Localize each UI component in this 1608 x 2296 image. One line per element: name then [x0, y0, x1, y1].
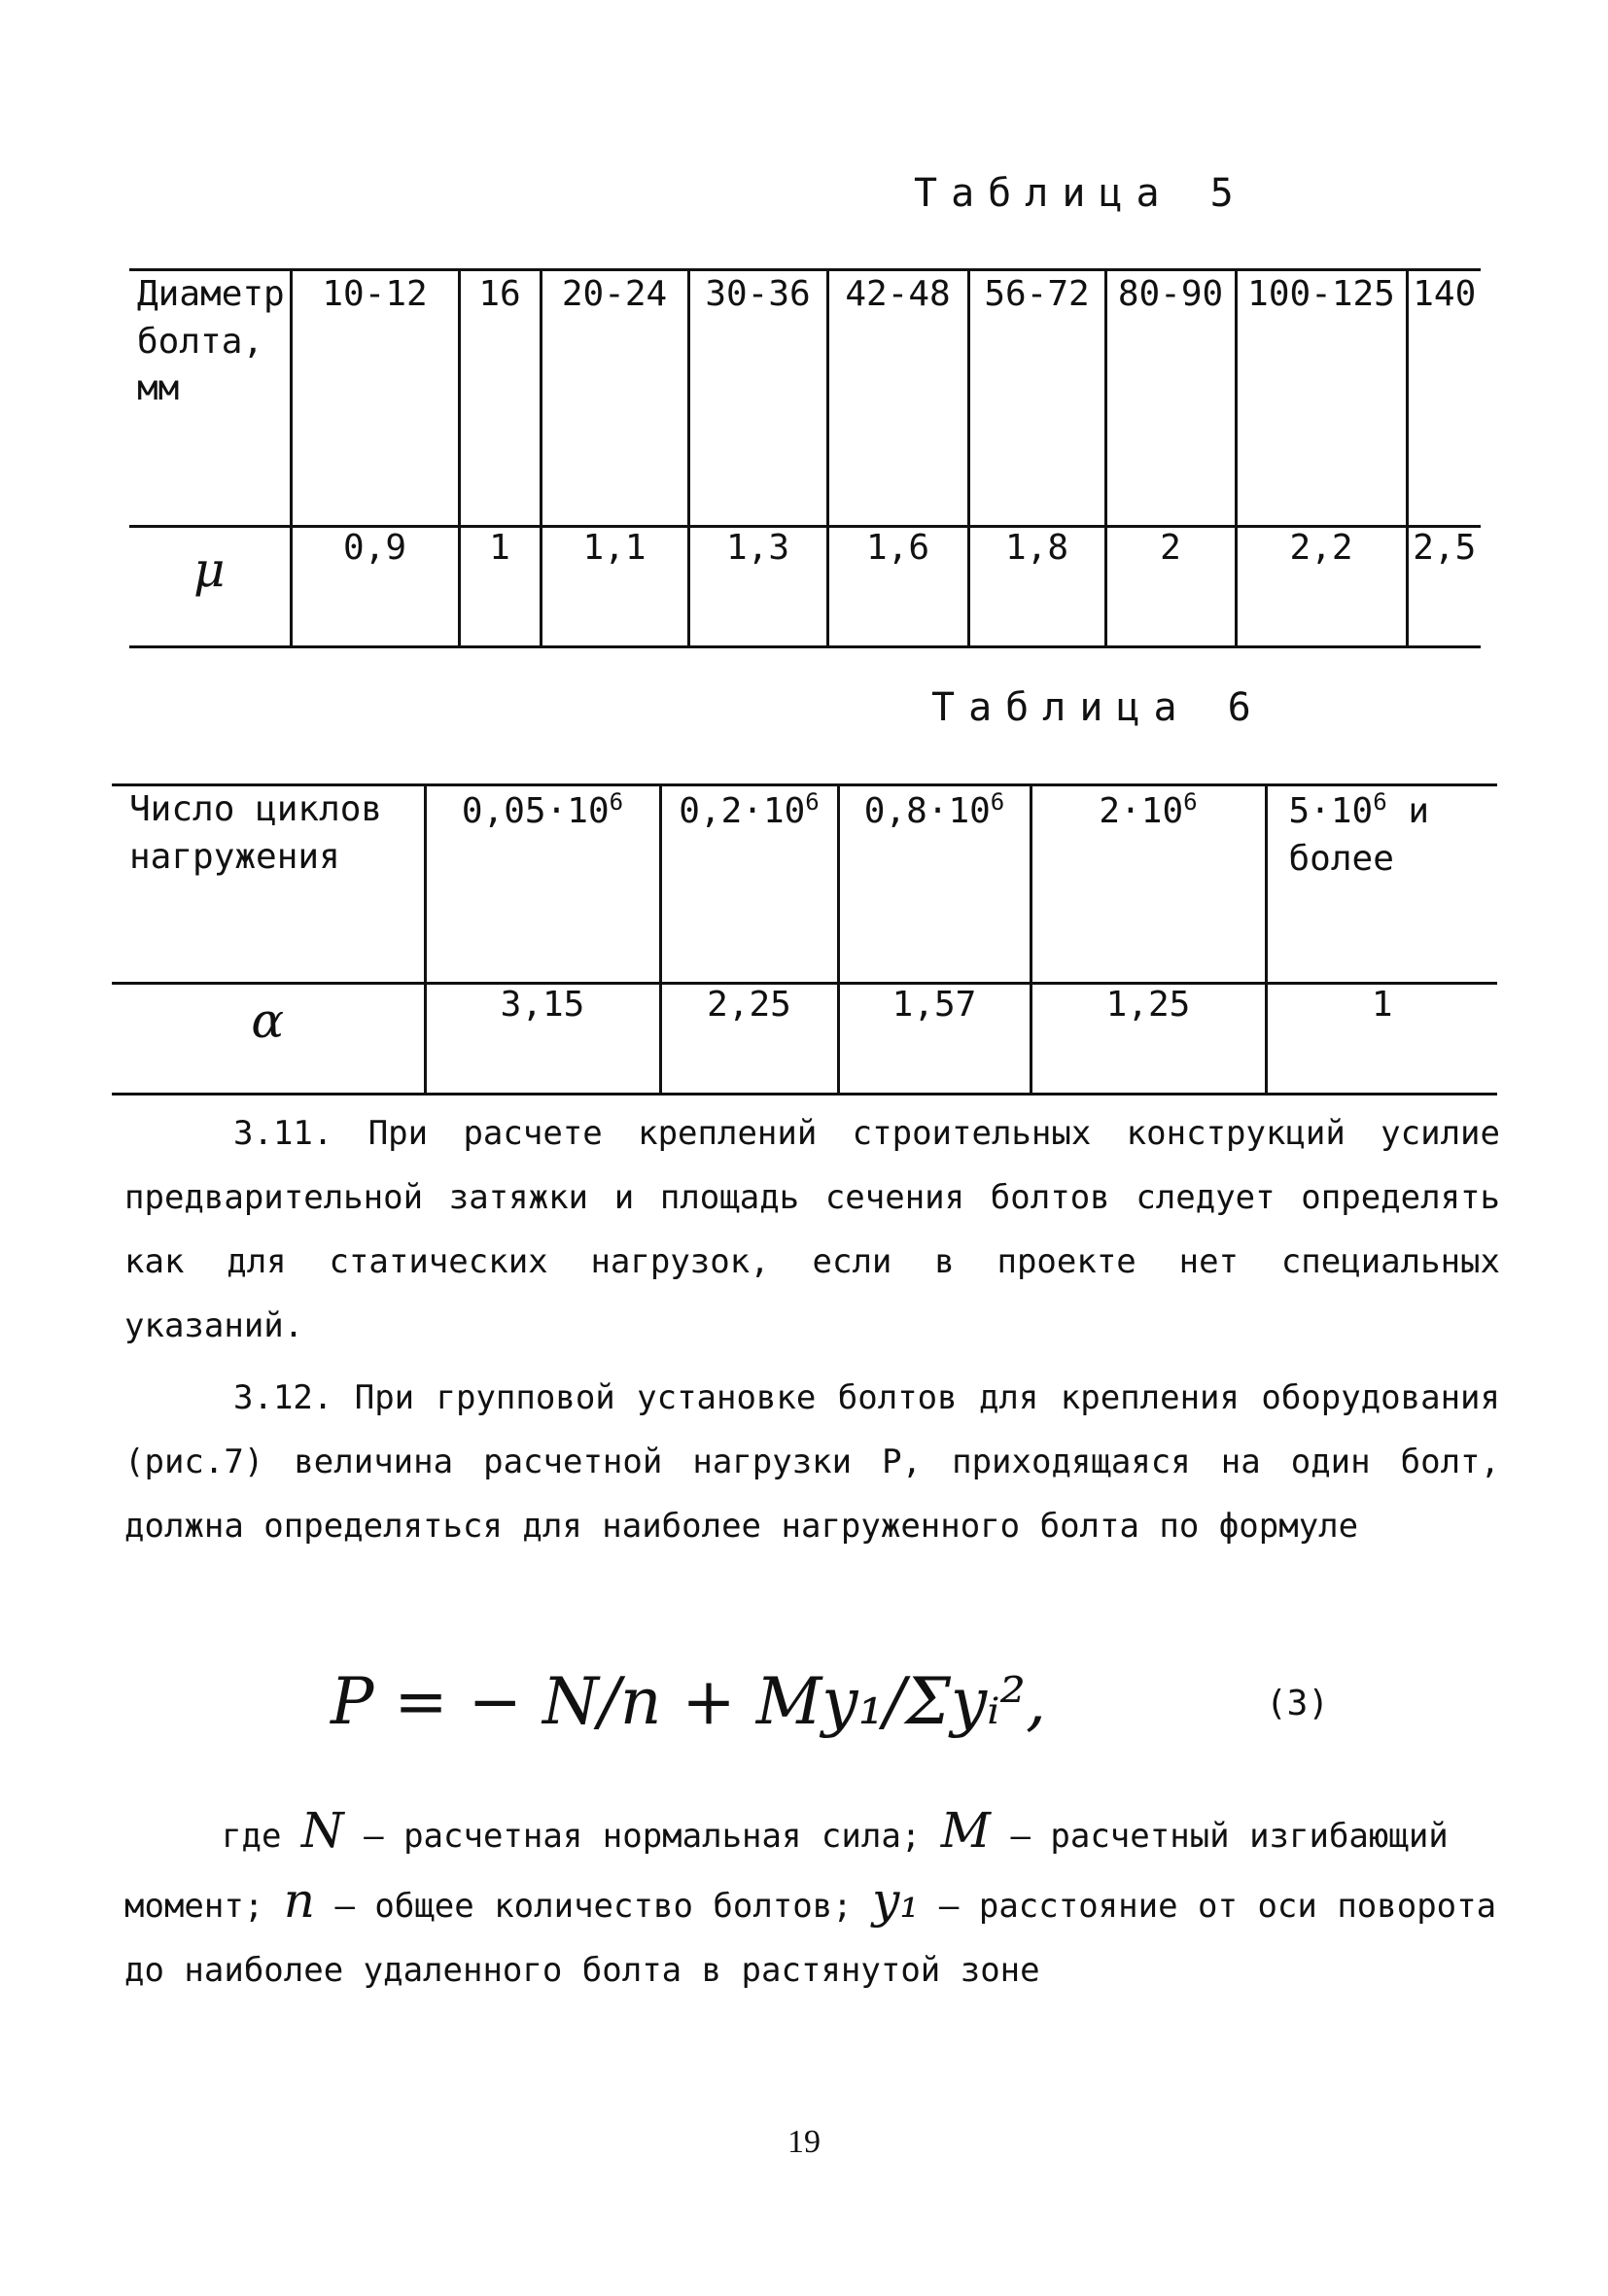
- table5-value-cell: 1,3: [688, 527, 827, 647]
- table6-cycles-cell: $0,2\cdot 10^6$: [660, 785, 838, 984]
- table5-diameter-cell: 100-125: [1236, 270, 1407, 527]
- table5-diameter-cell: 10-12: [291, 270, 459, 527]
- table5-value-cell: 1,6: [827, 527, 968, 647]
- table6-value-cell: 2,25: [660, 984, 838, 1095]
- table6-cycles-cell: $0,8\cdot 10^6$: [838, 785, 1031, 984]
- table6: [112, 783, 1497, 1096]
- table6-value-cell: 1,25: [1031, 984, 1266, 1095]
- where-word: где: [222, 1817, 282, 1856]
- paragraph-3-12: 3.12. При групповой установке болтов для крепления оборудования (рис.7) величина расчетной нагрузки P, приходящаяся на один болт, должна определяться для наиболее нагруженного болта по формуле: [124, 1378, 1500, 1546]
- page-number: 19: [787, 2124, 821, 2160]
- formula-3: P = − N/n + My₁/Σyᵢ²,: [331, 1664, 1046, 1739]
- symbol-M: M: [940, 1802, 991, 1859]
- table5-caption: Таблица 5: [914, 171, 1247, 216]
- table5-diameter-cell: 30-36: [688, 270, 827, 527]
- table5-value-cell: 2,2: [1236, 527, 1407, 647]
- table6-cycles-cell: $5\cdot 10^6$ и более: [1266, 785, 1497, 984]
- symbol-N: N: [300, 1802, 344, 1859]
- table5-value-cell: 0,9: [291, 527, 459, 647]
- table6-value-cell: 1,57: [838, 984, 1031, 1095]
- symbol-definitions: где N – расчетная нормальная сила; M – расчетный изгибающий момент; n – общее количество болтов; y₁ – расстояние от оси поворота до наиболее удаленного болта в растянутой зоне: [124, 1802, 1497, 1990]
- symbol-y1: y₁: [872, 1872, 920, 1929]
- body-text: [124, 1101, 1500, 1558]
- paragraph-3-11: 3.11. При расчете креплений строительных конструкций усилие предварительной затяжки и площадь сечения болтов следует определять как для статических нагрузок, если в проекте нет специальных указаний.: [124, 1114, 1500, 1345]
- table5-diameter-cell: 20-24: [541, 270, 688, 527]
- table5-diameter-cell: 56-72: [968, 270, 1105, 527]
- table5-value-cell: 1: [459, 527, 541, 647]
- table5: [129, 268, 1481, 648]
- table6-caption: Таблица 6: [931, 685, 1265, 730]
- table5-value-cell: 1,8: [968, 527, 1105, 647]
- table6-cycles-cell: $2\cdot 10^6$: [1031, 785, 1266, 984]
- table5-diameter-cell: 16: [459, 270, 541, 527]
- table5-symbol: μ: [129, 527, 291, 647]
- table5-row-header: Диаметр болта, мм: [129, 270, 291, 527]
- table6-value-cell: 1: [1266, 984, 1497, 1095]
- table6-cycles-cell: $0,05\cdot 10^6$: [425, 785, 660, 984]
- table5-diameter-cell: 140: [1407, 270, 1481, 527]
- table6-symbol: α: [112, 984, 425, 1095]
- table5-value-cell: 2,5: [1407, 527, 1481, 647]
- symbol-n: n: [283, 1872, 315, 1929]
- table5-value-cell: 2: [1105, 527, 1236, 647]
- table5-value-cell: 1,1: [541, 527, 688, 647]
- table6-value-cell: 3,15: [425, 984, 660, 1095]
- table6-row-header: Число циклов нагружения: [112, 785, 425, 984]
- formula-number: (3): [1266, 1684, 1330, 1723]
- table5-diameter-cell: 80-90: [1105, 270, 1236, 527]
- table5-diameter-cell: 42-48: [827, 270, 968, 527]
